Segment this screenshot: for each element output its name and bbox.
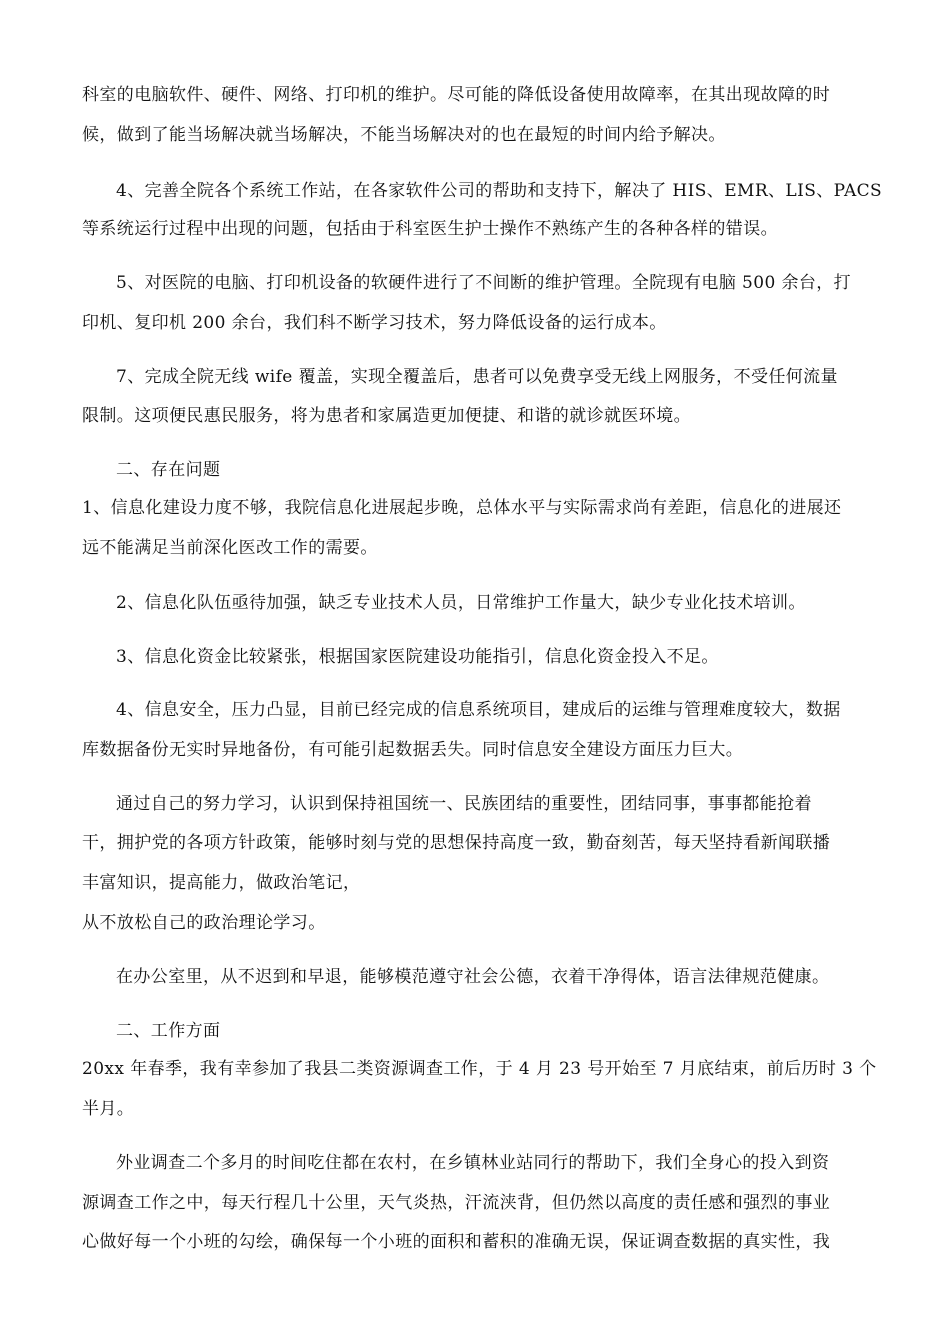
text-line-25: 源调查工作之中，每天行程几十公里，天气炎热，汗流浃背，但仍然以高度的责任感和强烈的事业	[82, 1193, 831, 1213]
text-line-20: 在办公室里，从不迟到和早退，能够模范遵守社会公德，衣着干净得体，语言法律规范健康。	[116, 967, 830, 987]
text-line-06: 印机、复印机 200 余台，我们科不断学习技术，努力降低设备的运行成本。	[82, 313, 667, 333]
section-heading-work: 二、工作方面	[116, 1021, 221, 1041]
text-line-07: 7、完成全院无线 wife 覆盖，实现全覆盖后，患者可以免费享受无线上网服务，不受任何流量	[116, 367, 838, 387]
text-line-02: 候，做到了能当场解决就当场解决，不能当场解决对的也在最短的时间内给予解决。	[82, 125, 726, 145]
text-line-01: 科室的电脑软件、硬件、网络、打印机的维护。尽可能的降低设备使用故障率，在其出现故障的时	[82, 85, 831, 105]
text-line-24: 外业调查二个多月的时间吃住都在农村，在乡镇林业站同行的帮助下，我们全身心的投入到资	[116, 1153, 830, 1173]
text-line-04: 等系统运行过程中出现的问题，包括由于科室医生护士操作不熟练产生的各种各样的错误。	[82, 219, 778, 239]
text-line-13: 3、信息化资金比较紧张，根据国家医院建设功能指引，信息化资金投入不足。	[116, 647, 719, 667]
text-line-22: 20xx 年春季，我有幸参加了我县二类资源调查工作，于 4 月 23 号开始至 7 月底结束，前后历时 3 个	[82, 1059, 877, 1079]
text-line-08: 限制。这项便民惠民服务，将为患者和家属造更加便捷、和谐的就诊就医环境。	[82, 406, 691, 426]
text-line-23: 半月。	[82, 1099, 135, 1119]
text-line-14: 4、信息安全，压力凸显，目前已经完成的信息系统项目，建成后的运维与管理难度较大，数据	[116, 700, 841, 720]
text-line-17: 干，拥护党的各项方针政策，能够时刻与党的思想保持高度一致，勤奋刻苦，每天坚持看新闻联播	[82, 833, 831, 853]
text-line-05: 5、对医院的电脑、打印机设备的软硬件进行了不间断的维护管理。全院现有电脑 500 余台，打	[116, 273, 852, 293]
text-line-11: 远不能满足当前深化医改工作的需要。	[82, 538, 378, 558]
text-line-15: 库数据备份无实时异地备份，有可能引起数据丢失。同时信息安全建设方面压力巨大。	[82, 740, 744, 760]
section-heading-problems: 二、存在问题	[116, 460, 221, 480]
text-line-19: 从不放松自己的政治理论学习。	[82, 913, 326, 933]
text-line-03: 4、完善全院各个系统工作站，在各家软件公司的帮助和支持下，解决了 HIS、EMR、LIS、PACS	[116, 181, 883, 201]
text-line-26: 心做好每一个小班的勾绘，确保每一个小班的面积和蓄积的准确无误，保证调查数据的真实性，我	[82, 1232, 831, 1252]
text-line-10: 1、信息化建设力度不够，我院信息化进展起步晚，总体水平与实际需求尚有差距，信息化的进展还	[82, 498, 842, 518]
text-line-18: 丰富知识，提高能力，做政治笔记，	[82, 873, 361, 893]
text-line-12: 2、信息化队伍亟待加强，缺乏专业技术人员，日常维护工作量大，缺少专业化技术培训。	[116, 593, 806, 613]
text-line-16: 通过自己的努力学习，认识到保持祖国统一、民族团结的重要性，团结同事，事事都能抢着	[116, 794, 812, 814]
